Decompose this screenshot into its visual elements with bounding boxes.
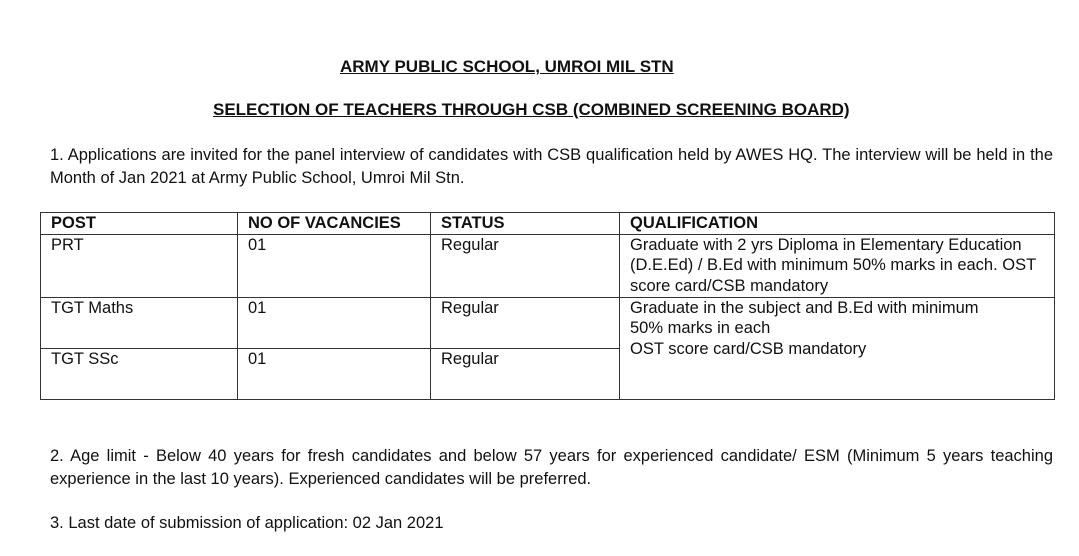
document-subject: SELECTION OF TEACHERS THROUGH CSB (COMBINED SCREENING BOARD) [213,100,850,119]
vacancies-cell: 01 [238,234,431,297]
vacancies-cell: 01 [238,297,431,348]
qualification-cell [620,297,1055,399]
paragraph-applications: 1. Applications are invited for the panel interview of candidates with CSB qualification held by AWES HQ. The interview will be held in the Month of Jan 2021 at Army Public School, Umroi Mil Stn. [50,146,1053,187]
table-row [41,234,1055,297]
post-cell: TGT Maths [41,297,238,348]
header-status: STATUS [431,213,620,235]
vacancy-table [40,212,1055,400]
paragraph-last-date: 3. Last date of submission of application: 02 Jan 2021 [50,514,444,532]
vacancies-cell: 01 [238,348,431,399]
table-row [41,297,1055,348]
school-title: ARMY PUBLIC SCHOOL, UMROI MIL STN [340,57,674,76]
status-cell: Regular [431,297,620,348]
status-cell: Regular [431,348,620,399]
table-header-row [41,213,1055,235]
status-cell: Regular [431,234,620,297]
post-cell: TGT SSc [41,348,238,399]
qualification-line: Graduate in the subject and B.Ed with minimum 50% marks in each [630,298,979,337]
header-post: POST [41,213,238,235]
header-vacancies: NO OF VACANCIES [238,213,431,235]
paragraph-age-limit: 2. Age limit - Below 40 years for fresh candidates and below 57 years for experienced candidate/ ESM (Minimum 5 years teaching experience in the last 10 years). Experienced candidates will be preferred. [50,447,1053,488]
qualification-cell: Graduate with 2 yrs Diploma in Elementary Education (D.E.Ed) / B.Ed with minimum 50% marks in each. OST score card/CSB mandatory [620,234,1055,297]
qualification-line: OST score card/CSB mandatory [630,339,867,358]
header-qualification: QUALIFICATION [620,213,1055,235]
post-cell: PRT [41,234,238,297]
